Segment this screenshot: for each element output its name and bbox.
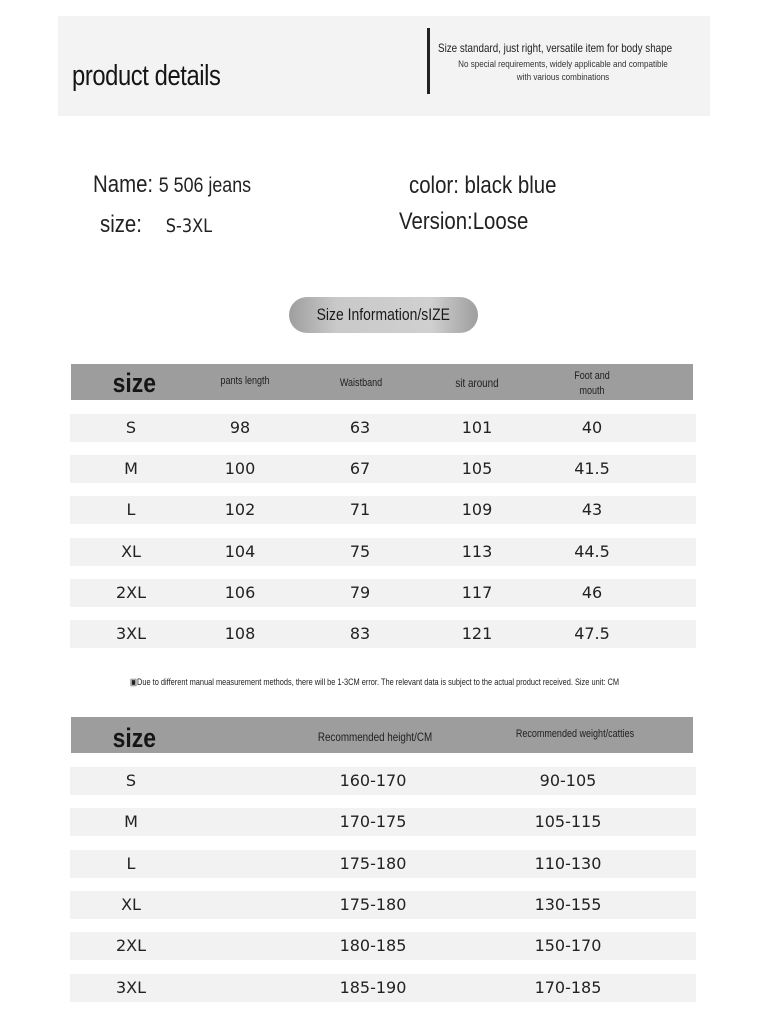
product-size <box>100 211 212 239</box>
col-header-recommended-weight: Recommended weight/catties <box>515 728 635 740</box>
table-row <box>70 850 696 878</box>
product-name <box>93 171 251 199</box>
cell-size: XL <box>121 895 141 914</box>
recommendation-table-header <box>71 717 693 753</box>
name-value: 5 506 jeans <box>158 174 252 197</box>
tagline-sub-text: No special requirements, widely applicable and compatible with various combinations <box>458 59 668 83</box>
cell-waistband: 71 <box>349 500 371 519</box>
cell-size: 3XL <box>115 624 147 643</box>
cell-foot-and-mouth: 46 <box>581 583 603 602</box>
cell-size: L <box>126 500 136 519</box>
table-row <box>70 579 696 607</box>
table-row <box>70 455 696 483</box>
tagline-sub <box>438 58 688 84</box>
table-row <box>70 414 696 442</box>
cell-size: M <box>124 812 138 831</box>
cell-recommended-weight: 130-155 <box>534 895 602 914</box>
cell-sit-around: 117 <box>461 583 493 602</box>
cell-recommended-weight: 90-105 <box>539 771 597 790</box>
cell-sit-around: 109 <box>461 500 493 519</box>
cell-size: S <box>125 771 137 790</box>
cell-size: L <box>126 854 136 873</box>
table-row <box>70 808 696 836</box>
size-value: S-3XL <box>165 215 213 237</box>
col-header-pants-length: pants length <box>220 375 270 387</box>
cell-pants-length: 106 <box>224 583 256 602</box>
cell-size: XL <box>121 542 141 561</box>
table-row <box>70 932 696 960</box>
version-value: Loose <box>472 208 529 235</box>
page-title: product details <box>72 60 221 92</box>
color-value: black blue <box>464 172 557 199</box>
cell-sit-around: 113 <box>461 542 493 561</box>
cell-foot-and-mouth: 43 <box>581 500 603 519</box>
cell-recommended-height: 175-180 <box>339 895 407 914</box>
cell-size: 3XL <box>115 978 147 997</box>
product-color <box>409 172 556 200</box>
cell-size: 2XL <box>115 936 147 955</box>
size-information-pill <box>289 297 478 333</box>
divider-bar <box>427 28 430 94</box>
cell-recommended-height: 175-180 <box>339 854 407 873</box>
product-version <box>399 208 528 236</box>
cell-size: S <box>125 418 137 437</box>
cell-pants-length: 104 <box>224 542 256 561</box>
table-row <box>70 767 696 795</box>
col-header-size: size <box>112 723 156 753</box>
cell-waistband: 67 <box>349 459 371 478</box>
cell-waistband: 63 <box>349 418 371 437</box>
cell-recommended-weight: 150-170 <box>534 936 602 955</box>
col-header-sit-around: sit around <box>455 376 499 390</box>
cell-recommended-height: 180-185 <box>339 936 407 955</box>
cell-waistband: 83 <box>349 624 371 643</box>
tagline-main: Size standard, just right, versatile item for body shape <box>438 41 673 55</box>
cell-pants-length: 108 <box>224 624 256 643</box>
cell-foot-and-mouth: 44.5 <box>574 542 610 561</box>
color-label: color: <box>409 172 459 199</box>
cell-recommended-weight: 170-185 <box>534 978 602 997</box>
size-information-label: Size Information/sIZE <box>316 305 451 324</box>
col-header-recommended-height: Recommended height/CM <box>317 730 433 744</box>
col-header-waistband: Waistband <box>339 377 383 389</box>
measurement-table-header <box>71 364 693 400</box>
cell-waistband: 75 <box>349 542 371 561</box>
name-label: Name: <box>93 171 154 198</box>
table-row <box>70 891 696 919</box>
col-header-size: size <box>112 368 156 398</box>
cell-sit-around: 105 <box>461 459 493 478</box>
cell-pants-length: 102 <box>224 500 256 519</box>
size-label: size: <box>100 211 142 238</box>
measurement-note <box>130 677 650 688</box>
cell-foot-and-mouth: 47.5 <box>574 624 610 643</box>
cell-recommended-height: 185-190 <box>339 978 407 997</box>
cell-size: 2XL <box>115 583 147 602</box>
measurement-note-text: ▣Due to different manual measurement methods, there will be 1-3CM error. The relevant data is subject to the actual product received. Size unit: CM <box>130 677 620 688</box>
cell-sit-around: 101 <box>461 418 493 437</box>
cell-recommended-height: 160-170 <box>339 771 407 790</box>
cell-pants-length: 100 <box>224 459 256 478</box>
cell-waistband: 79 <box>349 583 371 602</box>
product-details-banner <box>58 16 710 116</box>
cell-foot-and-mouth: 40 <box>581 418 603 437</box>
cell-recommended-weight: 110-130 <box>534 854 602 873</box>
table-row <box>70 496 696 524</box>
col-header-foot-and-mouth: Foot and mouth <box>574 370 610 397</box>
cell-sit-around: 121 <box>461 624 493 643</box>
cell-pants-length: 98 <box>229 418 251 437</box>
version-label: Version: <box>399 208 473 235</box>
cell-recommended-weight: 105-115 <box>534 812 602 831</box>
cell-foot-and-mouth: 41.5 <box>574 459 610 478</box>
cell-size: M <box>124 459 138 478</box>
table-row <box>70 538 696 566</box>
table-row <box>70 974 696 1002</box>
table-row <box>70 620 696 648</box>
cell-recommended-height: 170-175 <box>339 812 407 831</box>
